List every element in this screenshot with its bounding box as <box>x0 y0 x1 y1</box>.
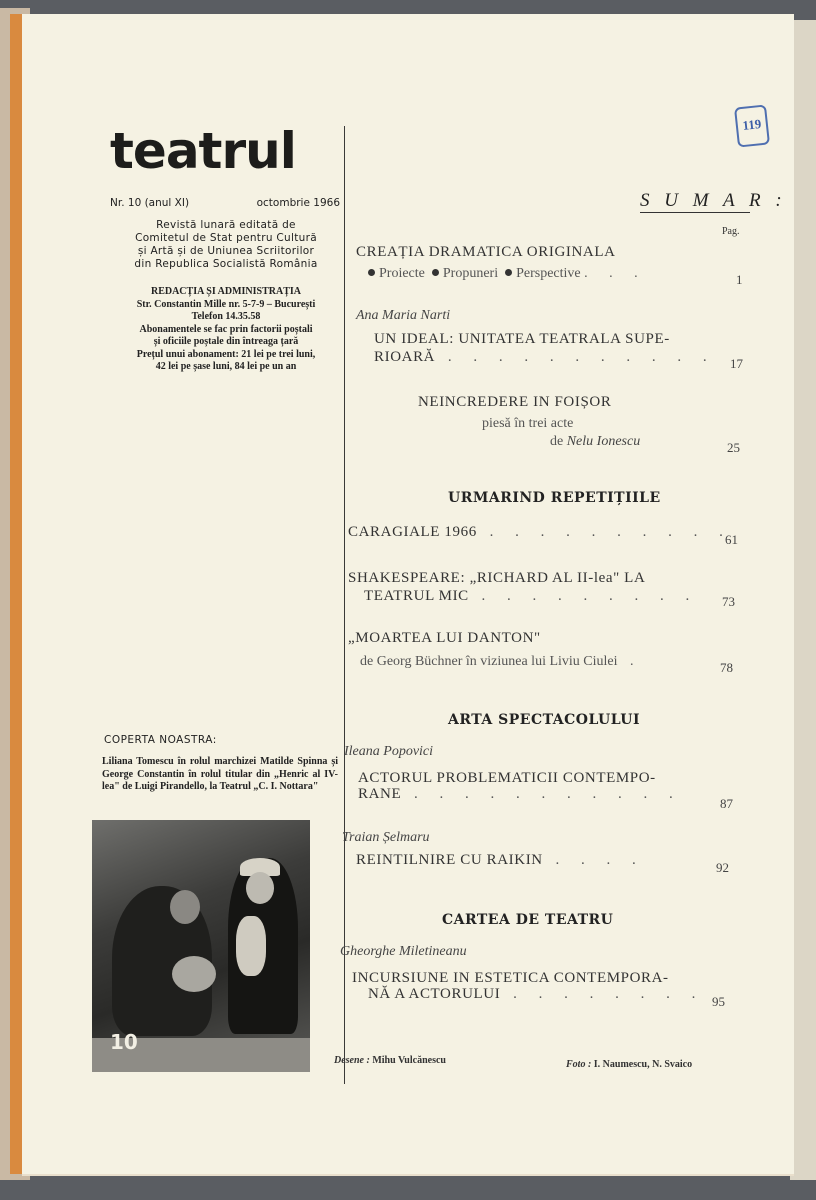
magazine-title: teatrul <box>110 122 296 180</box>
cover-heading: COPERTA NOASTRA: <box>104 734 217 746</box>
subitem: Propuneri <box>442 266 499 281</box>
entry-title: INCURSIUNE IN ESTETICA CONTEMPORA- <box>352 970 669 986</box>
binder-edge <box>10 14 22 1174</box>
cover-photo <box>92 820 310 1072</box>
dot-leaders: . . . . . . . . <box>500 986 705 1002</box>
bullet-icon <box>505 269 512 276</box>
dot-leaders: . <box>617 654 643 669</box>
entry-title-line: REINTILNIRE CU RAIKIN <box>356 852 543 868</box>
issue-number: Nr. 10 (anul XI) <box>110 197 190 209</box>
dot-leaders: . . . . . . . . . . . <box>401 786 682 802</box>
contents-underline <box>640 212 750 213</box>
entry-page-number: 25 <box>727 440 740 455</box>
entry-author: Ana Maria Narti <box>356 308 451 323</box>
entry-page-number: 78 <box>720 660 733 675</box>
entry-title-line: RANE <box>358 786 402 802</box>
credit-name: Mihu Vulcănescu <box>372 1055 446 1066</box>
cover-number: 10 <box>110 1030 138 1054</box>
byline-prefix: de <box>550 434 564 449</box>
entry-author: Ileana Popovici <box>344 744 434 759</box>
entry-page-number: 73 <box>722 594 735 609</box>
actress-dress <box>236 916 266 976</box>
credit-name: I. Naumescu, N. Svaico <box>593 1059 693 1070</box>
publisher-description <box>108 219 344 271</box>
cover-caption: Liliana Tomescu în rolul marchizei Matilde Spinna și George Constantin în rolul titular din „Henric al IV-lea" de Luigi Pirandello, la Teatrul „C. I. Nottara" <box>102 756 338 792</box>
entry-title: „MOARTEA LUI DANTON" <box>348 630 541 646</box>
subitem: Perspective <box>516 266 581 281</box>
entry-title <box>356 852 645 869</box>
issue-line <box>110 197 340 209</box>
redactia-title: REDACȚIA ȘI ADMINISTRAȚIA <box>150 286 302 297</box>
actress-face <box>246 872 274 904</box>
entry-title-line: RIOARĂ <box>374 349 436 365</box>
entry-byline <box>550 434 640 450</box>
entry-title: ACTORUL PROBLEMATICII CONTEMPO- <box>358 770 656 786</box>
contents-title: S U M A R : <box>640 190 787 211</box>
actress-figure <box>228 858 298 1034</box>
dot-leaders: . . . . . . . . . <box>468 588 699 604</box>
entry-title <box>348 524 732 541</box>
section-heading: ARTA SPECTACOLULUI <box>448 712 641 728</box>
column-divider <box>344 126 345 1084</box>
entry-title-cont <box>358 786 682 803</box>
entry-author: Nelu Ionescu <box>566 434 641 449</box>
library-stamp: 119 <box>734 104 770 147</box>
entry-page-number: 1 <box>736 272 743 287</box>
redactia-line: Prețul unui abonament: 21 lei pe trei luni, <box>136 348 316 360</box>
entry-subtitle-text: de Georg Büchner în viziunea lui Liviu Ciulei <box>360 654 618 669</box>
description-line: din Republica Socialistă România <box>134 258 318 270</box>
entry-page-number: 95 <box>712 994 725 1009</box>
photo-credit <box>566 1059 692 1070</box>
section-heading: CARTEA DE TEATRU <box>442 912 614 928</box>
dot-leaders: . . . . . . . . . . <box>476 524 732 540</box>
entry-title: UN IDEAL: UNITATEA TEATRALA SUPE- <box>374 331 670 347</box>
magazine-page <box>22 14 794 1174</box>
dot-leaders: . . . <box>584 266 647 281</box>
entry-title-line: CARAGIALE 1966 <box>348 524 477 540</box>
redactia-line: Abonamentele se fac prin factorii poștali <box>139 323 313 335</box>
credit-label: Foto : <box>566 1059 592 1070</box>
entry-title-line: TEATRUL MIC <box>364 588 469 604</box>
entry-title-cont <box>374 349 716 366</box>
entry-title-line: NĂ A ACTORULUI <box>368 986 501 1002</box>
dot-leaders: . . . . <box>542 852 645 868</box>
redactia-line: și oficiile poștale din întreaga țară <box>153 336 299 347</box>
entry-title: NEINCREDERE IN FOIȘOR <box>418 394 612 410</box>
entry-title-cont <box>368 986 704 1003</box>
bullet-icon <box>432 269 439 276</box>
subitem: Proiecte <box>379 266 425 281</box>
credit-label: Desene : <box>334 1055 370 1066</box>
entry-subtitle: piesă în trei acte <box>482 416 574 431</box>
dot-leaders: . . . . . . . . . . . <box>435 349 716 365</box>
entry-page-number: 61 <box>725 532 738 547</box>
redactia-line: Str. Constantin Mille nr. 5-7-9 – București <box>136 298 316 310</box>
description-line: și Artă și de Uniunea Scriitorilor <box>137 245 315 257</box>
section-heading: URMARIND REPETIȚIILE <box>448 490 661 506</box>
entry-author: Gheorghe Miletineanu <box>340 944 467 959</box>
bullet-icon <box>368 269 375 276</box>
redactia-line: Telefon 14.35.58 <box>191 311 261 322</box>
entry-subitems <box>368 266 647 282</box>
issue-date: octombrie 1966 <box>256 197 340 209</box>
entry-title: SHAKESPEARE: „RICHARD AL II-lea" LA <box>348 570 646 586</box>
actor-figure <box>112 886 212 1036</box>
actor-face <box>170 890 200 924</box>
instrument <box>172 956 216 992</box>
description-line: Revistă lunară editată de <box>156 219 296 231</box>
redactia-line: 42 lei pe șase luni, 84 lei pe un an <box>155 361 297 372</box>
entry-title: CREAȚIA DRAMATICA ORIGINALA <box>356 244 616 260</box>
description-line: Comitetul de Stat pentru Cultură <box>135 232 317 244</box>
page-column-label: Pag. <box>722 226 740 237</box>
entry-subtitle <box>360 654 643 670</box>
drawings-credit <box>334 1055 446 1066</box>
redactia-block <box>108 286 344 374</box>
entry-title-cont <box>364 588 698 605</box>
entry-page-number: 17 <box>730 356 743 371</box>
entry-page-number: 92 <box>716 860 729 875</box>
entry-page-number: 87 <box>720 796 733 811</box>
entry-author: Traian Șelmaru <box>342 830 430 845</box>
